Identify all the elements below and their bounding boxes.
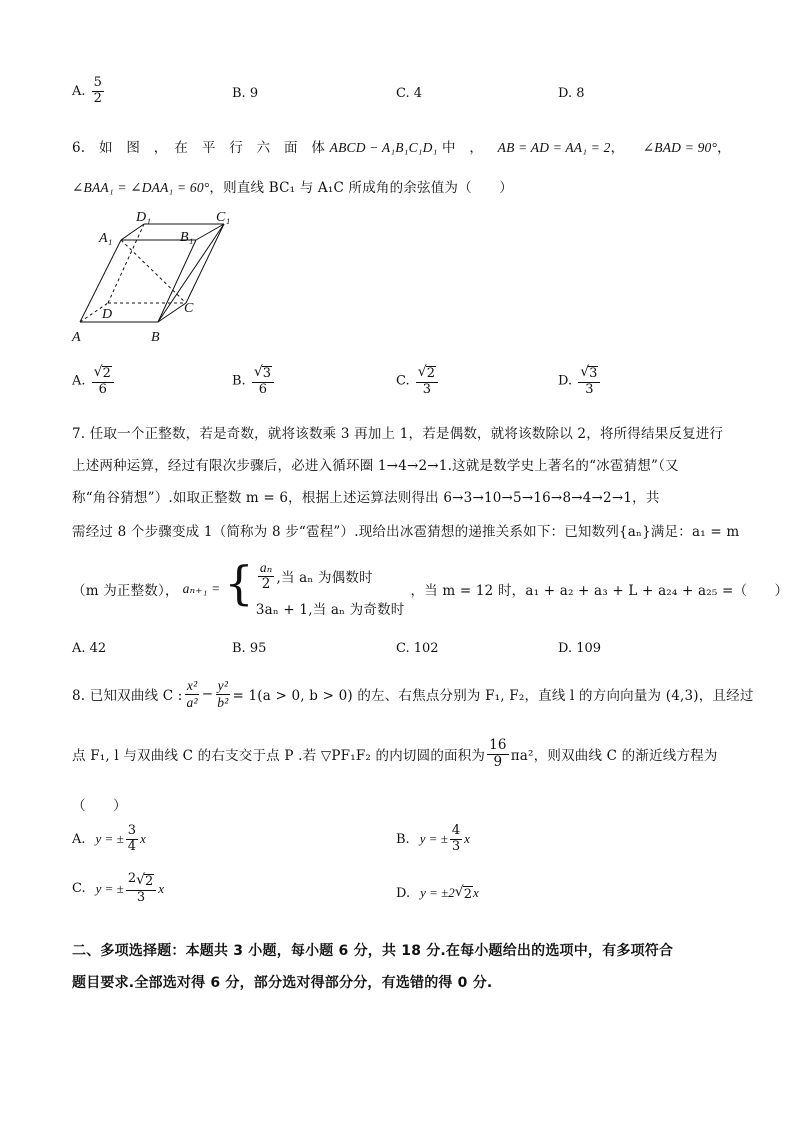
q7-option-d: D. 109 (558, 641, 602, 656)
q8-line-2 (72, 738, 718, 770)
q6-option-b (232, 364, 276, 398)
q6-option-a-fraction: √ 2 6 (92, 364, 114, 398)
section-2-heading-line-1: 二、多项选择题：本题共 3 小题，每小题 6 分，共 18 分.在每小题给出的选项中，有多项符合 (72, 943, 674, 959)
q6-option-a-denominator: 6 (98, 381, 107, 397)
q5-option-a (72, 76, 106, 107)
q6-solid-name: ABCD − A₁B₁C₁D₁ (329, 140, 438, 155)
q8-area-numerator: 16 (489, 737, 507, 753)
q8-x-squared: x² (186, 678, 198, 693)
q6-option-a (72, 364, 116, 398)
q8-option-b (396, 824, 470, 855)
q6-intro: 6. 如 图 ， 在 平 行 六 面 体 (72, 140, 326, 156)
q8-option-c-label: C. (72, 881, 86, 897)
q8-option-c-coefficient: 2 (127, 871, 137, 886)
q8-option-d: D. y = ±2 √ 2 x (396, 884, 479, 902)
q7-case-even (256, 560, 405, 592)
q5-option-a-fraction (92, 76, 104, 107)
q8-option-c-prefix: y = ± (95, 880, 124, 896)
q7-case1-denominator: 2 (261, 575, 271, 592)
q6-option-b-fraction: √ 3 6 (252, 364, 274, 398)
q8-option-b-x: x (464, 831, 470, 847)
q8-answer-bracket: （ ） (72, 798, 127, 814)
line-a1c (121, 240, 186, 303)
label-b: B (151, 330, 160, 345)
label-d: D (102, 307, 113, 322)
q6-mid-text: 中 ， (442, 140, 484, 156)
q5-option-b: B. 9 (232, 86, 259, 101)
q8-option-a-x: x (140, 831, 146, 847)
q8-option-a-numerator: 3 (127, 823, 136, 838)
q6-question-text: ，则直线 BC₁ 与 A₁C 所成角的余弦值为（ ） (209, 180, 513, 196)
q6-line-1 (72, 136, 731, 156)
q6-option-c-fraction: √ 2 3 (416, 364, 438, 398)
q6-option-b-radicand: 3 (262, 366, 272, 381)
q5-option-a-numerator: 5 (93, 75, 102, 90)
left-brace-icon: { (224, 556, 254, 610)
q7-question-text: ，当 m = 12 时，a₁ + a₂ + a₃ + L + a₂₄ + a₂₅ =（ ） (410, 583, 789, 600)
q8-option-d-label: D. (396, 885, 411, 901)
q8-a-squared: a² (186, 694, 198, 710)
q8-option-d-prefix: y = ±2 (420, 885, 455, 900)
q8-option-c-denominator: 3 (136, 889, 146, 905)
q6-angle-condition: ∠BAA₁ = ∠DAA₁ = 60° (72, 180, 210, 195)
q7-recurrence-lhs: aₙ₊₁ = (182, 581, 221, 597)
edge-dd1 (108, 224, 144, 303)
q6-parallelepiped-figure (66, 210, 246, 345)
label-d1: D₁ (136, 210, 151, 225)
q7-option-a: A. 42 (72, 641, 107, 656)
label-c: C (184, 301, 194, 316)
q7-line-3: 称“角谷猜想”）.如取正整数 m = 6，根据上述运算法则得出 6→3→10→5→16→8→4→2→1，共 (72, 490, 660, 506)
q8-area-denominator: 9 (493, 753, 503, 770)
q6-line1-end: ， (717, 140, 731, 156)
q8-option-c-radicand: 2 (145, 874, 154, 889)
q5-option-a-denominator: 2 (93, 90, 102, 106)
q8-option-a-label: A. (72, 831, 86, 847)
q7-case-odd: 3aₙ + 1,当 aₙ 为奇数时 (255, 602, 405, 619)
q8-option-c-x: x (158, 880, 165, 896)
q8-b-squared: b² (217, 694, 229, 710)
q6-option-d (558, 364, 602, 398)
q7-option-c: C. 102 (396, 641, 439, 656)
q8-option-d-x: x (472, 885, 479, 900)
q5-option-c: C. 4 (396, 86, 423, 101)
q7-case1-numerator: aₙ (259, 560, 273, 575)
q7-line-1: 7. 任取一个正整数，若是奇数，就将该数乘 3 再加上 1，若是偶数，就将该数除以 2，将所得结果反复进行 (72, 426, 724, 442)
q7-case1-condition: ,当 aₙ 为偶数时 (276, 570, 373, 587)
q5-option-a-label: A. (72, 83, 86, 99)
q8-option-a (72, 824, 146, 855)
q6-comma: ， (610, 140, 625, 156)
q8-minus: − (201, 686, 214, 703)
q8-option-a-denominator: 4 (127, 838, 136, 854)
q6-option-c (396, 364, 440, 398)
q6-edge-equality: AB = AD = AA₁ = 2 (497, 140, 611, 155)
edge-aa1 (80, 240, 121, 322)
label-a: A (72, 330, 81, 345)
q6-option-d-label: D. (558, 373, 573, 389)
q8-option-b-label: B. (396, 831, 410, 847)
label-a1: A₁ (99, 231, 113, 246)
q6-option-b-denominator: 6 (258, 381, 268, 397)
q8-option-a-prefix: y = ± (95, 831, 124, 847)
q6-option-c-denominator: 3 (422, 381, 431, 397)
q8-option-b-numerator: 4 (451, 823, 461, 838)
q8-option-b-denominator: 3 (451, 838, 461, 854)
q8-condition-text: = 1(a > 0, b > 0) 的左、右焦点分别为 F₁, F₂，直线 l 的方向向量为 (4,3)，且经过 (232, 688, 754, 705)
q8-line2-text: 点 F₁, l 与双曲线 C 的右支交于点 P .若 ▽PF₁F₂ 的内切圆的面积为 (72, 748, 486, 765)
q6-option-d-radicand: 3 (589, 366, 598, 381)
q7-line-2: 上述两种运算，经过有限次步骤后，必进入循环圈 1→4→2→1.这就是数学史上著名的“冰雹猜想”（又 (72, 458, 679, 474)
q6-option-c-radicand: 2 (426, 366, 435, 381)
q6-option-a-radicand: 2 (102, 366, 111, 381)
q8-line-1 (72, 678, 754, 710)
label-c1: C₁ (216, 210, 231, 225)
q8-line2-suffix: πa²，则双曲线 C 的渐近线方程为 (510, 748, 718, 765)
q6-option-a-label: A. (72, 373, 86, 389)
q6-option-d-denominator: 3 (585, 381, 594, 397)
q6-line-2 (72, 176, 513, 196)
q8-option-c: C. y = ± 2 √ 2 3 x (72, 871, 165, 905)
section-2-heading-line-2: 题目要求.全部选对得 6 分，部分选对得部分分，有选错的得 0 分. (72, 975, 493, 991)
q6-option-d-fraction: √ 3 3 (578, 364, 600, 398)
q6-option-b-label: B. (232, 373, 246, 389)
label-b1: B₁ (180, 230, 194, 245)
q7-piecewise (224, 556, 405, 619)
q7-recurrence-line (72, 556, 789, 619)
q6-option-c-label: C. (396, 373, 410, 389)
q8-option-b-prefix: y = ± (419, 831, 448, 847)
q8-intro: 8. 已知双曲线 C : (72, 688, 183, 705)
q6-angle-bad: ∠BAD = 90° (642, 140, 718, 155)
q7-option-b: B. 95 (232, 641, 267, 656)
q7-line-4: 需经过 8 个步骤变成 1（简称为 8 步“雹程”）.现给出冰雹猜想的递推关系如下：已知数列{aₙ}满足：a₁ = m (72, 524, 740, 540)
q5-option-d: D. 8 (558, 86, 585, 101)
q7-m-condition: （m 为正整数）， (72, 583, 179, 600)
q8-option-d-radicand: 2 (463, 887, 472, 902)
q8-y-squared: y² (217, 678, 229, 693)
